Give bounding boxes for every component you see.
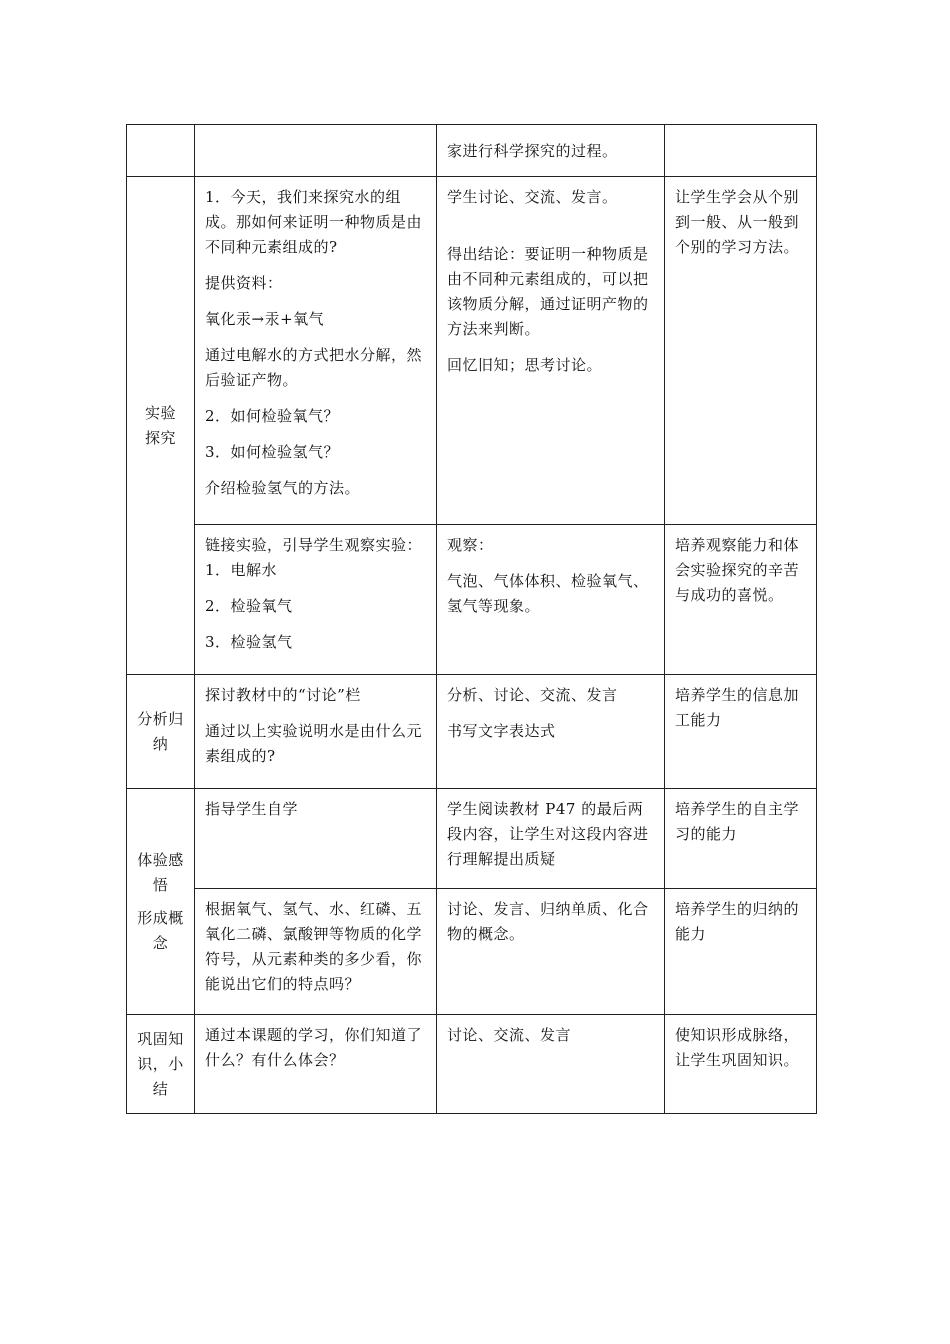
intent-text: 使知识形成脉络，让学生巩固知识。 xyxy=(675,1026,800,1069)
stage-label: 体验感 xyxy=(137,850,184,869)
stage-cell xyxy=(127,675,195,789)
teacher-activity-cell xyxy=(195,675,437,789)
table-row xyxy=(127,675,817,789)
stage-label: 巩固知 xyxy=(137,1029,184,1048)
design-intent-cell xyxy=(665,125,817,177)
teacher-activity-cell xyxy=(195,125,437,177)
student-activity-cell xyxy=(437,789,665,889)
teacher-text: 2．如何检验氧气？ xyxy=(205,407,340,425)
student-activity-cell xyxy=(437,889,665,1015)
teacher-text: 链接实验，引导学生观察实验：1．电解水 xyxy=(205,536,423,579)
stage-label: 纳 xyxy=(152,734,169,753)
teacher-activity-cell xyxy=(195,889,437,1015)
stage-label: 结 xyxy=(152,1079,169,1098)
design-intent-cell xyxy=(665,889,817,1015)
stage-label: 分析归 xyxy=(137,709,184,728)
student-activity-cell xyxy=(437,125,665,177)
teacher-text: 2．检验氧气 xyxy=(205,597,293,615)
teacher-activity-cell xyxy=(195,789,437,889)
student-activity-cell xyxy=(437,1015,665,1114)
student-text: 学生讨论、交流、发言。 xyxy=(447,188,618,206)
student-text: 气泡、气体体积、检验氧气、氢气等现象。 xyxy=(447,572,649,615)
table-row xyxy=(127,177,817,525)
teacher-text: 氧化汞→汞+氧气 xyxy=(205,310,325,328)
student-text: 讨论、交流、发言 xyxy=(447,1026,572,1044)
student-text: 学生阅读教材 P47 的最后两段内容，让学生对这段内容进行理解提出质疑 xyxy=(447,800,649,868)
student-text: 书写文字表达式 xyxy=(447,722,556,740)
stage-cell xyxy=(127,789,195,1015)
stage-label: 形成概 xyxy=(137,908,184,927)
student-activity-cell xyxy=(437,177,665,525)
teacher-text: 提供资料： xyxy=(205,274,283,292)
teacher-activity-cell xyxy=(195,525,437,675)
stage-label: 悟 xyxy=(152,875,169,894)
stage-cell xyxy=(127,125,195,177)
teacher-text: 根据氧气、氢气、水、红磷、五氧化二磷、氯酸钾等物质的化学符号，从元素种类的多少看，你能说出它们的特点吗？ xyxy=(205,900,423,993)
student-text: 观察： xyxy=(447,536,494,554)
teacher-text: 3．如何检验氢气？ xyxy=(205,443,340,461)
stage-label: 念 xyxy=(152,933,169,952)
student-activity-cell xyxy=(437,525,665,675)
student-text: 分析、讨论、交流、发言 xyxy=(447,686,618,704)
design-intent-cell xyxy=(665,789,817,889)
table-row xyxy=(127,1015,817,1114)
table-row xyxy=(127,889,817,1015)
stage-label: 探究 xyxy=(144,428,176,447)
teacher-text: 通过电解水的方式把水分解，然后验证产物。 xyxy=(205,346,423,389)
teacher-activity-cell xyxy=(195,1015,437,1114)
student-text: 得出结论：要证明一种物质是由不同种元素组成的，可以把该物质分解，通过证明产物的方法来判断。 xyxy=(447,245,649,338)
stage-label: 实验 xyxy=(144,403,176,422)
table-row xyxy=(127,125,817,177)
design-intent-cell xyxy=(665,675,817,789)
intent-text: 培养学生的自主学习的能力 xyxy=(675,800,800,843)
teacher-text: 介绍检验氢气的方法。 xyxy=(205,479,361,497)
teacher-text: 探讨教材中的“讨论”栏 xyxy=(205,686,361,704)
design-intent-cell xyxy=(665,177,817,525)
intent-text: 培养学生的归纳的能力 xyxy=(675,900,800,943)
design-intent-cell xyxy=(665,525,817,675)
intent-text: 培养观察能力和体会实验探究的辛苦与成功的喜悦。 xyxy=(675,536,800,604)
student-text: 讨论、发言、归纳单质、化合物的概念。 xyxy=(447,900,649,943)
student-activity-cell xyxy=(437,675,665,789)
stage-cell xyxy=(127,1015,195,1114)
stage-label: 识，小 xyxy=(137,1054,184,1073)
table-row xyxy=(127,525,817,675)
teacher-text: 通过以上实验说明水是由什么元素组成的? xyxy=(205,722,423,765)
student-text: 家进行科学探究的过程。 xyxy=(447,142,618,160)
intent-text: 培养学生的信息加工能力 xyxy=(675,686,800,729)
lesson-plan-table xyxy=(126,124,817,1114)
teacher-text: 3．检验氢气 xyxy=(205,633,293,651)
intent-text: 让学生学会从个别到一般、从一般到个别的学习方法。 xyxy=(675,188,800,256)
stage-cell xyxy=(127,177,195,675)
teacher-text: 1．今天，我们来探究水的组成。那如何来证明一种物质是由不同种元素组成的? xyxy=(205,188,423,256)
table-row xyxy=(127,789,817,889)
teacher-text: 指导学生自学 xyxy=(205,800,299,818)
teacher-text: 通过本课题的学习，你们知道了什么？有什么体会？ xyxy=(205,1026,423,1069)
teacher-activity-cell xyxy=(195,177,437,525)
design-intent-cell xyxy=(665,1015,817,1114)
student-text: 回忆旧知；思考讨论。 xyxy=(447,356,603,374)
